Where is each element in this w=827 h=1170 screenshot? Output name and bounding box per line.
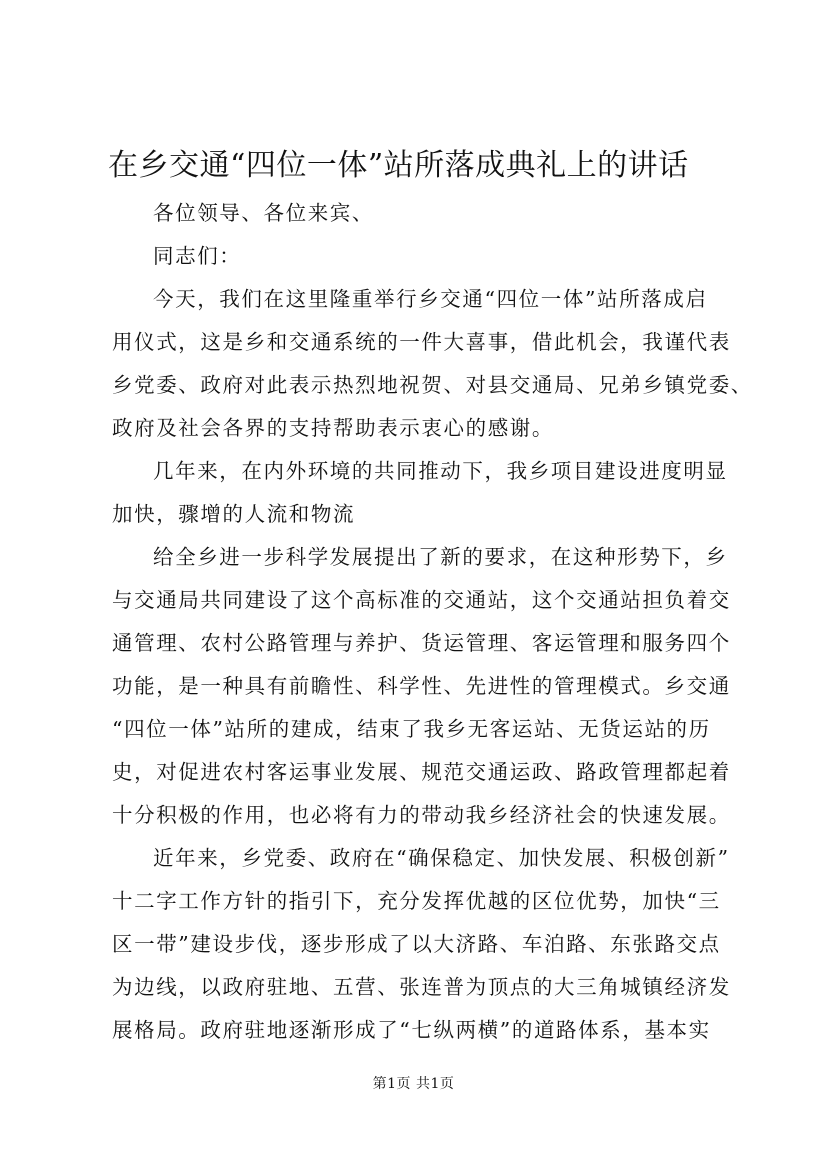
paragraph-line: 给全乡进一步科学发展提出了新的要求，在这种形势下，乡 [153,545,728,569]
paragraph-line: 区一带”建设步伐，逐步形成了以大济路、车泊路、东张路交点 [112,932,721,956]
paragraph-line: 与交通局共同建设了这个高标准的交通站，这个交通站担负着交 [112,588,731,612]
paragraph-line: 今天，我们在这里隆重举行乡交通“四位一体”站所落成启 [153,287,708,311]
document-title: 在乡交通“四位一体”站所落成典礼上的讲话 [108,148,689,183]
page-number-footer: 第1页 共1页 [372,1076,455,1092]
paragraph-line: 功能，是一种具有前瞻性、科学性、先进性的管理模式。乡交通 [112,674,731,698]
paragraph-line: “四位一体”站所的建成，结束了我乡无客运站、无货运站的历 [112,717,711,741]
paragraph-line: 十分积极的作用，也必将有力的带动我乡经济社会的快速发展。 [112,803,731,827]
paragraph-line: 用仪式，这是乡和交通系统的一件大喜事，借此机会，我谨代表 [112,330,731,354]
paragraph-line: 加快，骤增的人流和物流 [112,502,356,526]
salutation-line: 同志们： [153,244,242,268]
paragraph-line: 史，对促进农村客运事业发展、规范交通运政、路政管理都起着 [112,760,731,784]
paragraph-line: 为边线，以政府驻地、五营、张连普为顶点的大三角城镇经济发 [112,975,731,999]
paragraph-line: 政府及社会各界的支持帮助表示衷心的感谢。 [112,416,554,440]
paragraph-line: 近年来，乡党委、政府在“确保稳定、加快发展、积极创新” [153,846,730,870]
paragraph-line: 乡党委、政府对此表示热烈地祝贺、对县交通局、兄弟乡镇党委、 [112,373,753,397]
paragraph-line: 展格局。政府驻地逐渐形成了“七纵两横”的道路体系，基本实 [112,1018,711,1042]
paragraph-line: 十二字工作方针的指引下，充分发挥优越的区位优势，加快“三 [112,889,721,913]
paragraph-line: 几年来，在内外环境的共同推动下，我乡项目建设进度明显 [153,459,728,483]
paragraph-line: 通管理、农村公路管理与养护、货运管理、客运管理和服务四个 [112,631,731,655]
salutation-line: 各位领导、各位来宾、 [153,201,374,225]
